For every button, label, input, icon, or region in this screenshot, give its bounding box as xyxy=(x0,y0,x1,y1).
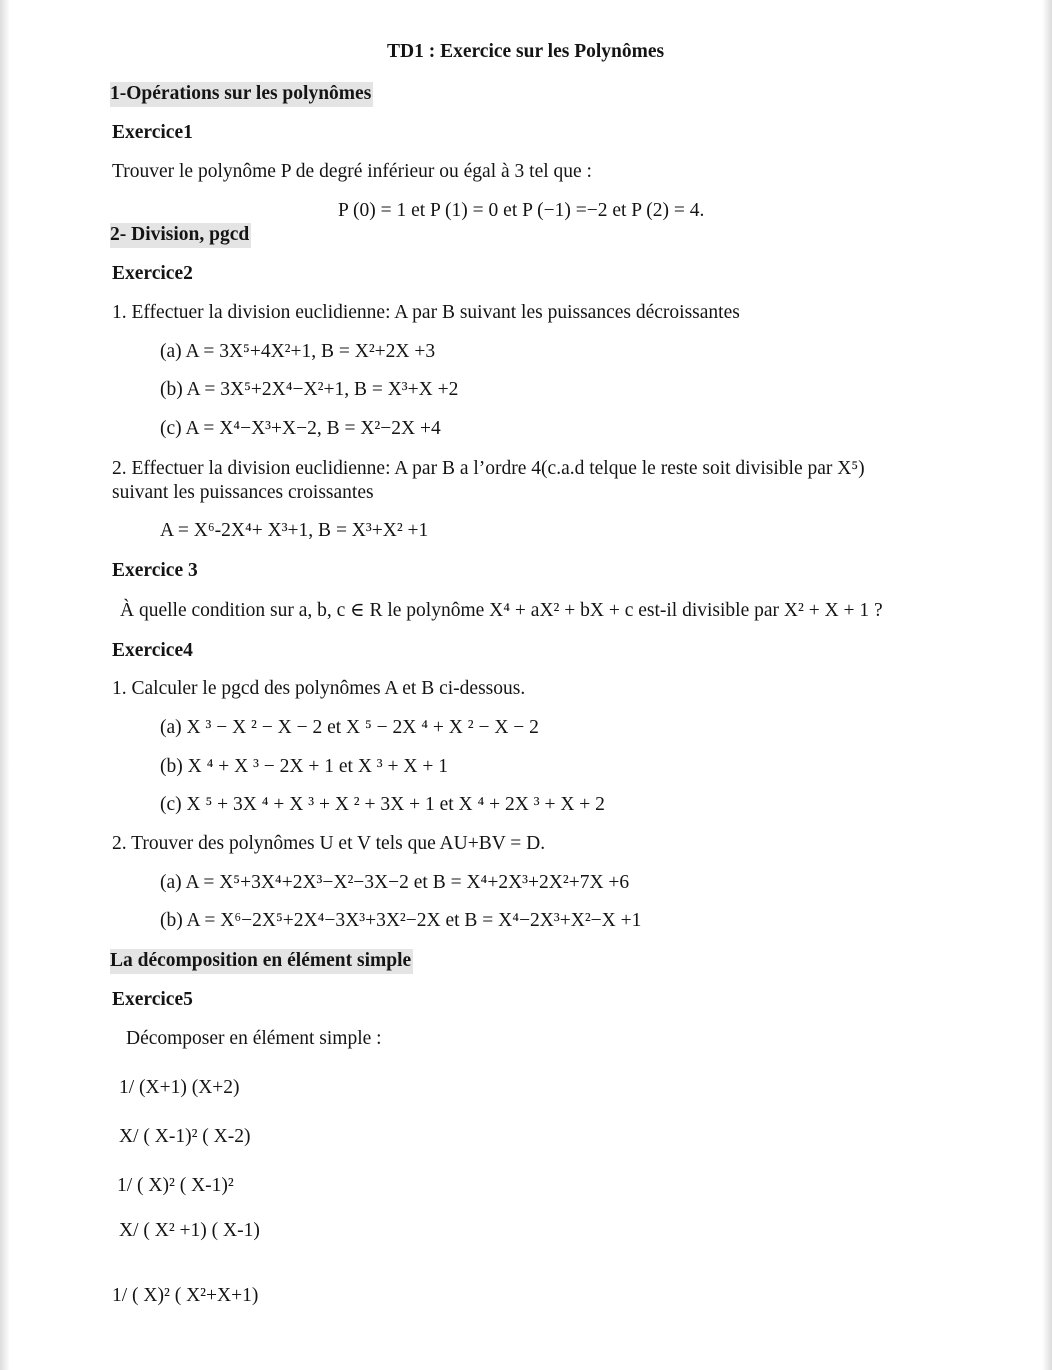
page-edge-shadow-right xyxy=(1042,0,1052,1370)
exercise-4-title: Exercice4 xyxy=(112,640,193,661)
exercise-4-item-a: (a) X ³ − X ² − X − 2 et X ⁵ − 2X ⁴ + X ² − X − 2 xyxy=(160,717,539,738)
exercise-2-question-2-expression: A = X⁶-2X⁴+ X³+1, B = X³+X² +1 xyxy=(160,520,429,541)
exercise-4-item-b: (b) X ⁴ + X ³ − 2X + 1 et X ³ + X + 1 xyxy=(160,756,448,777)
exercise-4-question-1: 1. Calculer le pgcd des polynômes A et B ci-dessous. xyxy=(112,678,526,699)
exercise-2-item-b: (b) A = 3X⁵+2X⁴−X²+1, B = X³+X +2 xyxy=(160,379,459,400)
exercise-4-item-c: (c) X ⁵ + 3X ⁴ + X ³ + X ² + 3X + 1 et X ⁴ + 2X ³ + X + 2 xyxy=(160,794,605,815)
exercise-2-question-2-line-2: suivant les puissances croissantes xyxy=(112,482,374,503)
section-heading-division: 2- Division, pgcd xyxy=(110,223,251,248)
exercise-3-title: Exercice 3 xyxy=(112,560,198,581)
exercise-5-intro: Décomposer en élément simple : xyxy=(126,1028,382,1049)
exercise-2-question-1: 1. Effectuer la division euclidienne: A par B suivant les puissances décroissantes xyxy=(112,302,740,323)
exercise-5-title: Exercice5 xyxy=(112,989,193,1010)
exercise-5-fraction-2: X/ ( X-1)² ( X-2) xyxy=(119,1126,251,1147)
exercise-4-question-2: 2. Trouver des polynômes U et V tels que AU+BV = D. xyxy=(112,833,546,854)
exercise-2-item-c: (c) A = X⁴−X³+X−2, B = X²−2X +4 xyxy=(160,418,441,439)
exercise-2-item-a: (a) A = 3X⁵+4X²+1, B = X²+2X +3 xyxy=(160,341,436,362)
exercise-4-question-2-item-a: (a) A = X⁵+3X⁴+2X³−X²−3X−2 et B = X⁴+2X³+2X²+7X +6 xyxy=(160,872,630,893)
exercise-1-statement: Trouver le polynôme P de degré inférieur ou égal à 3 tel que : xyxy=(112,161,592,182)
exercise-3-statement: À quelle condition sur a, b, c ∈ R le polynôme X⁴ + aX² + bX + c est-il divisible par X² + X + 1 ? xyxy=(120,600,883,621)
section-heading-operations: 1-Opérations sur les polynômes xyxy=(110,82,373,107)
exercise-5-fraction-5: 1/ ( X)² ( X²+X+1) xyxy=(112,1285,259,1306)
exercise-4-question-2-item-b: (b) A = X⁶−2X⁵+2X⁴−3X³+3X²−2X et B = X⁴−2X³+X²−X +1 xyxy=(160,910,642,931)
exercise-2-title: Exercice2 xyxy=(112,263,193,284)
section-heading-decomposition: La décomposition en élément simple xyxy=(110,949,413,974)
page-edge-shadow-left xyxy=(0,0,10,1370)
exercise-1-title: Exercice1 xyxy=(112,122,193,143)
exercise-2-question-2-line-1: 2. Effectuer la division euclidienne: A par B a l’ordre 4(c.a.d telque le reste soit divisible par X⁵) xyxy=(112,458,865,479)
exercise-1-conditions: P (0) = 1 et P (1) = 0 et P (−1) =−2 et P (2) = 4. xyxy=(338,200,705,221)
exercise-5-fraction-3: 1/ ( X)² ( X-1)² xyxy=(117,1175,234,1196)
exercise-5-fraction-1: 1/ (X+1) (X+2) xyxy=(119,1077,240,1098)
exercise-5-fraction-4: X/ ( X² +1) ( X-1) xyxy=(119,1220,260,1241)
page-title: TD1 : Exercice sur les Polynômes xyxy=(387,41,665,62)
